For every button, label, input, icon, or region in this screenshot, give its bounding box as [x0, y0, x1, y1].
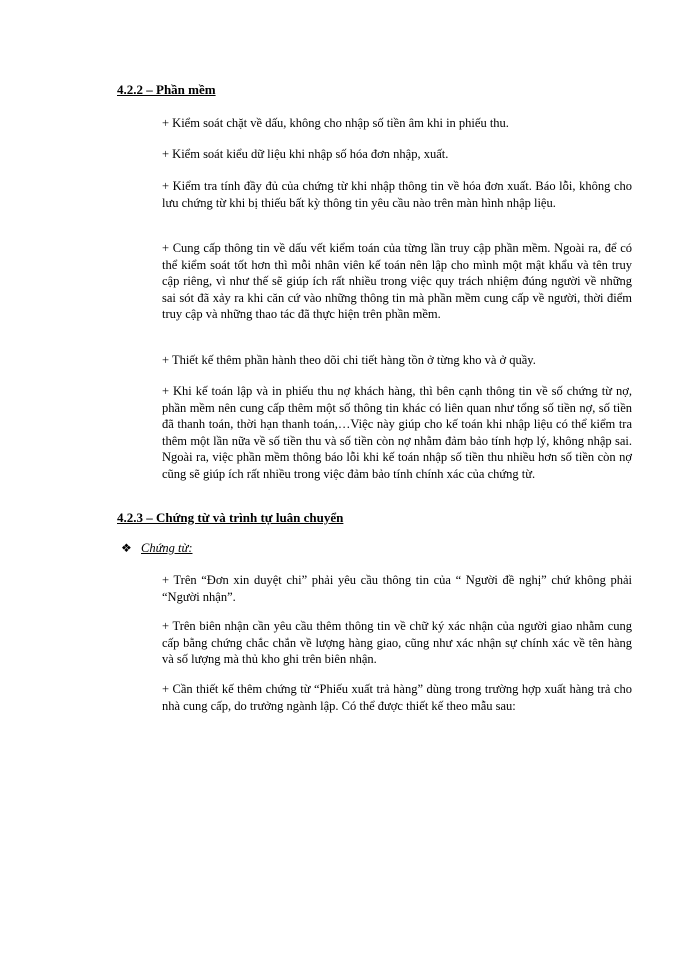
paragraph-9: + Cần thiết kế thêm chứng từ “Phiếu xuất trả hàng” dùng trong trường hợp xuất hàng trả cho nhà cung cấp, do trưởng ngành lập. Có thể được thiết kế theo mẫu sau: [162, 682, 632, 713]
bullet-chung-tu [121, 540, 192, 556]
section-heading-4-2-3: 4.2.3 – Chứng từ và trình tự luân chuyển [117, 510, 344, 525]
paragraph-6: + Khi kế toán lập và in phiếu thu nợ khách hàng, thì bên cạnh thông tin về số chứng từ nợ, phần mềm nên cung cấp thêm một số thông tin khác có liên quan như tổng số tiền nợ, số tiền đã thanh toán, thời hạn thanh toán,…Việc này giúp cho kế toán khi nhập liệu có thể kiểm tra thêm một lần nữa về số tiền thu và số tiền còn nợ nhằm đảm bảo tính hợp lý, không nhập sai. Ngoài ra, việc phần mềm thông báo lỗi khi kế toán nhập số tiền thu nhiều hơn số tiền còn nợ cũng sẽ giúp ích rất nhiều trong việc đảm bảo tính chính xác của chứng từ. [162, 384, 632, 481]
paragraph-4: + Cung cấp thông tin về dấu vết kiểm toán của từng lần truy cập phần mềm. Ngoài ra, để có thể kiểm soát tốt hơn thì mỗi nhân viên kế toán nên lập cho mình một mật khẩu và tên truy cập riêng, vì như thế sẽ giúp ích rất nhiều trong việc quy trách nhiệm đúng người về những sai sót đã xảy ra khi căn cứ vào những thông tin mà phần mềm cung cấp về người, thời điểm truy cập và những thao tác đã thực hiện trên phần mềm. [162, 241, 632, 321]
paragraph-7: + Trên “Đơn xin duyệt chi” phải yêu cầu thông tin của “ Người đề nghị” chứ không phải “Người nhận”. [162, 573, 632, 604]
paragraph-3: + Kiểm tra tính đầy đủ của chứng từ khi nhập thông tin về hóa đơn xuất. Báo lỗi, không cho lưu chứng từ khi bị thiếu bất kỳ thông tin yêu cầu nào trên màn hình nhập liệu. [162, 179, 632, 210]
section-heading-4-2-2: 4.2.2 – Phần mềm [117, 82, 216, 97]
diamond-bullet-icon: ❖ [121, 541, 132, 555]
paragraph-2: + Kiểm soát kiểu dữ liệu khi nhập số hóa đơn nhập, xuất. [162, 147, 449, 161]
bullet-label: Chứng từ: [141, 541, 193, 555]
paragraph-8: + Trên biên nhận cần yêu cầu thêm thông tin về chữ ký xác nhận của người giao nhằm cung cấp bằng chứng chắc chắn về lượng hàng giao, cũng như xác nhận sự chính xác về tên hàng và số lượng mà thủ kho ghi trên biên nhận. [162, 619, 632, 666]
paragraph-1: + Kiểm soát chặt về dấu, không cho nhập số tiền âm khi in phiếu thu. [162, 116, 509, 130]
paragraph-5: + Thiết kế thêm phần hành theo dõi chi tiết hàng tồn ở từng kho và ở quầy. [162, 353, 536, 367]
